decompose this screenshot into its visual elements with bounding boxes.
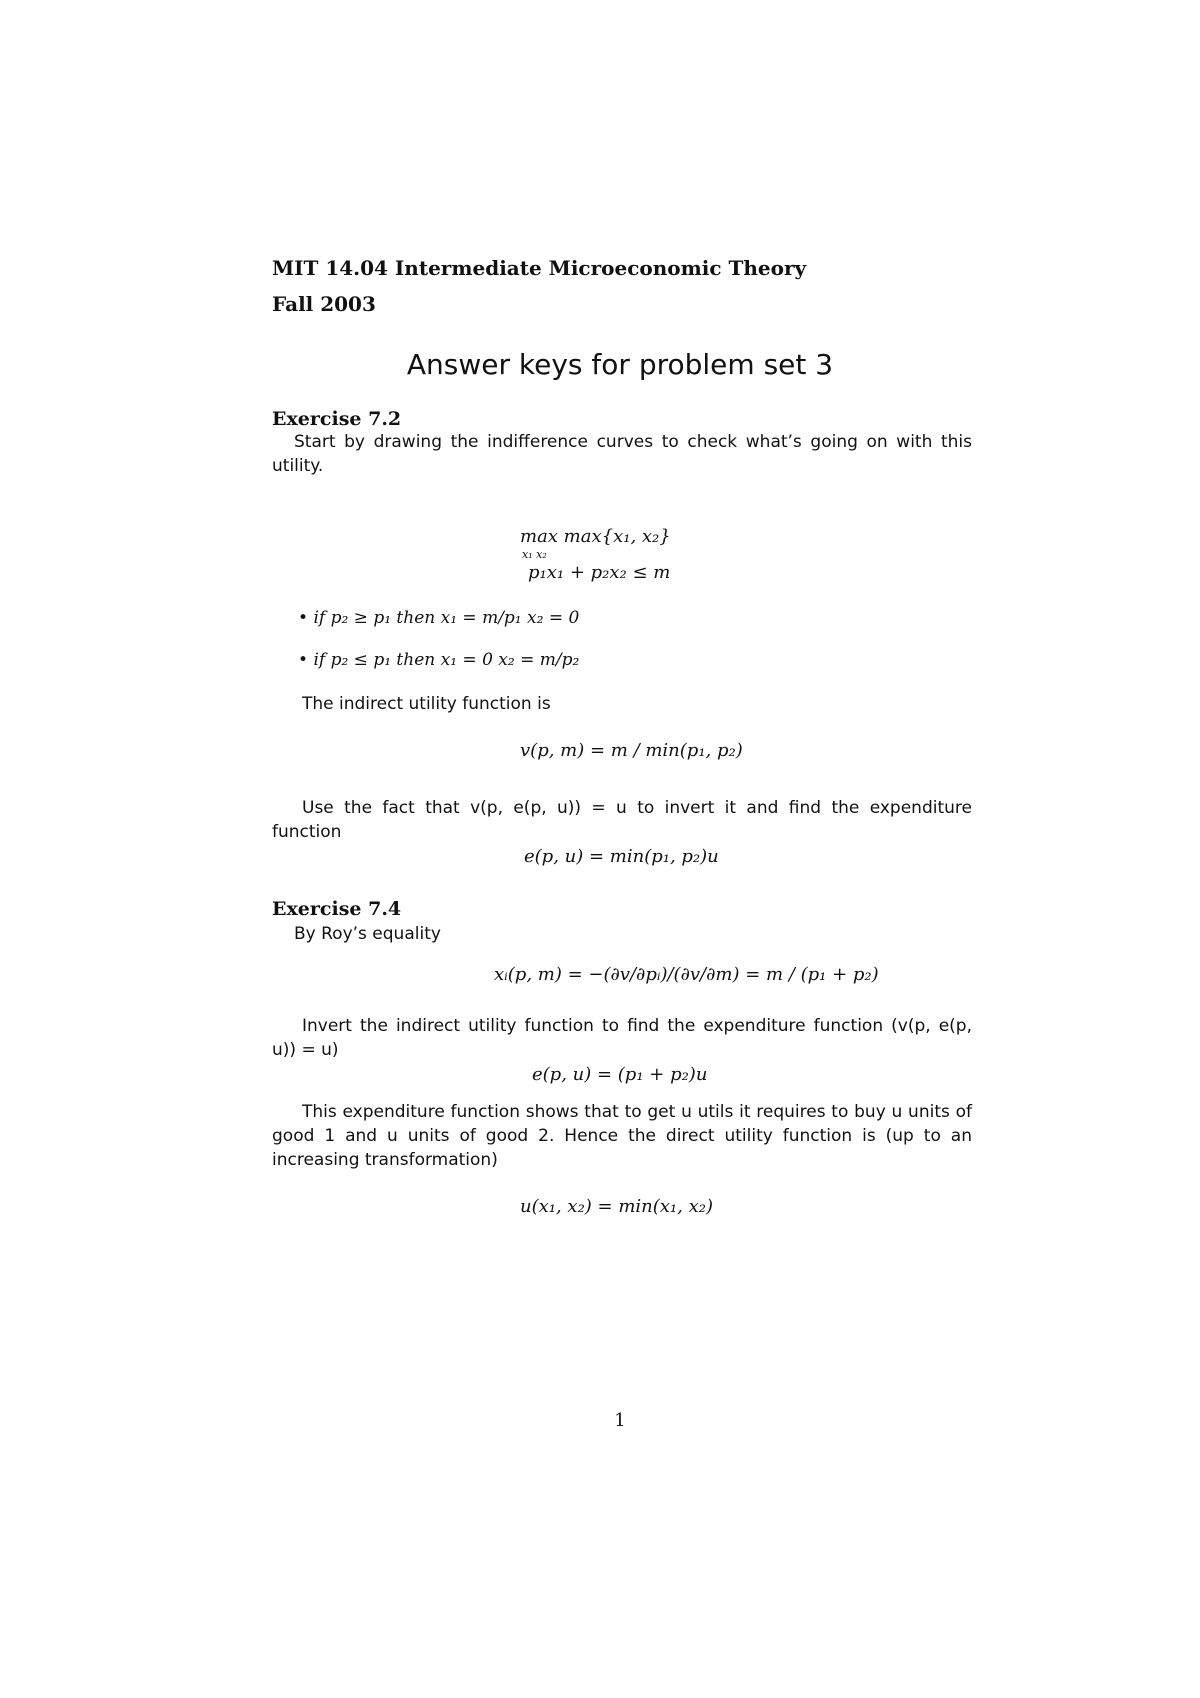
invert-text-2: Invert the indirect utility function to find the expenditure function (v(p, e(p, u)) = u) bbox=[272, 1016, 972, 1060]
bullet-1 bbox=[298, 606, 579, 630]
term: Fall 2003 bbox=[272, 292, 376, 316]
exercise-7-2-heading: Exercise 7.2 bbox=[272, 408, 402, 430]
conclusion-text: This expenditure function shows that to get u utils it requires to buy u units of good 1 and u units of good 2. Hence the direct utility function is (up to an increasing transformation) bbox=[272, 1102, 972, 1170]
bullet-1-marker: • bbox=[298, 608, 314, 628]
indirect-utility-text: The indirect utility function is bbox=[302, 694, 551, 714]
bullet-2-text: if p₂ ≤ p₁ then x₁ = 0 x₂ = m/p₂ bbox=[313, 650, 580, 670]
exercise-7-2-intro: Start by drawing the indifference curves to check what’s going on with this utility. bbox=[272, 432, 972, 476]
expenditure-equation-1: e(p, u) = min(p₁, p₂)u bbox=[524, 846, 719, 867]
expenditure-equation-2: e(p, u) = (p₁ + p₂)u bbox=[532, 1064, 708, 1085]
bullet-1-text: if p₂ ≥ p₁ then x₁ = m/p₁ x₂ = 0 bbox=[313, 608, 580, 628]
direct-utility-equation: u(x₁, x₂) = min(x₁, x₂) bbox=[520, 1196, 713, 1217]
indirect-utility-equation: v(p, m) = m / min(p₁, p₂) bbox=[520, 740, 743, 761]
roy-equation: xᵢ(p, m) = −(∂v/∂pᵢ)/(∂v/∂m) = m / (p₁ + p₂) bbox=[494, 964, 879, 985]
course-title: MIT 14.04 Intermediate Microeconomic Theory bbox=[272, 256, 807, 280]
page-title: Answer keys for problem set 3 bbox=[406, 348, 834, 381]
budget-constraint: p₁x₁ + p₂x₂ ≤ m bbox=[528, 562, 671, 583]
max-expression: max max{x₁, x₂} bbox=[520, 526, 671, 547]
exercise-7-4-heading: Exercise 7.4 bbox=[272, 898, 402, 920]
bullet-2 bbox=[298, 648, 579, 672]
bullet-2-marker: • bbox=[298, 650, 314, 670]
invert-text: Use the fact that v(p, e(p, u)) = u to invert it and find the expenditure function bbox=[272, 798, 972, 842]
roy-text: By Roy’s equality bbox=[294, 924, 441, 944]
page-number: 1 bbox=[614, 1410, 626, 1431]
max-subscript: x₁ x₂ bbox=[522, 548, 547, 561]
